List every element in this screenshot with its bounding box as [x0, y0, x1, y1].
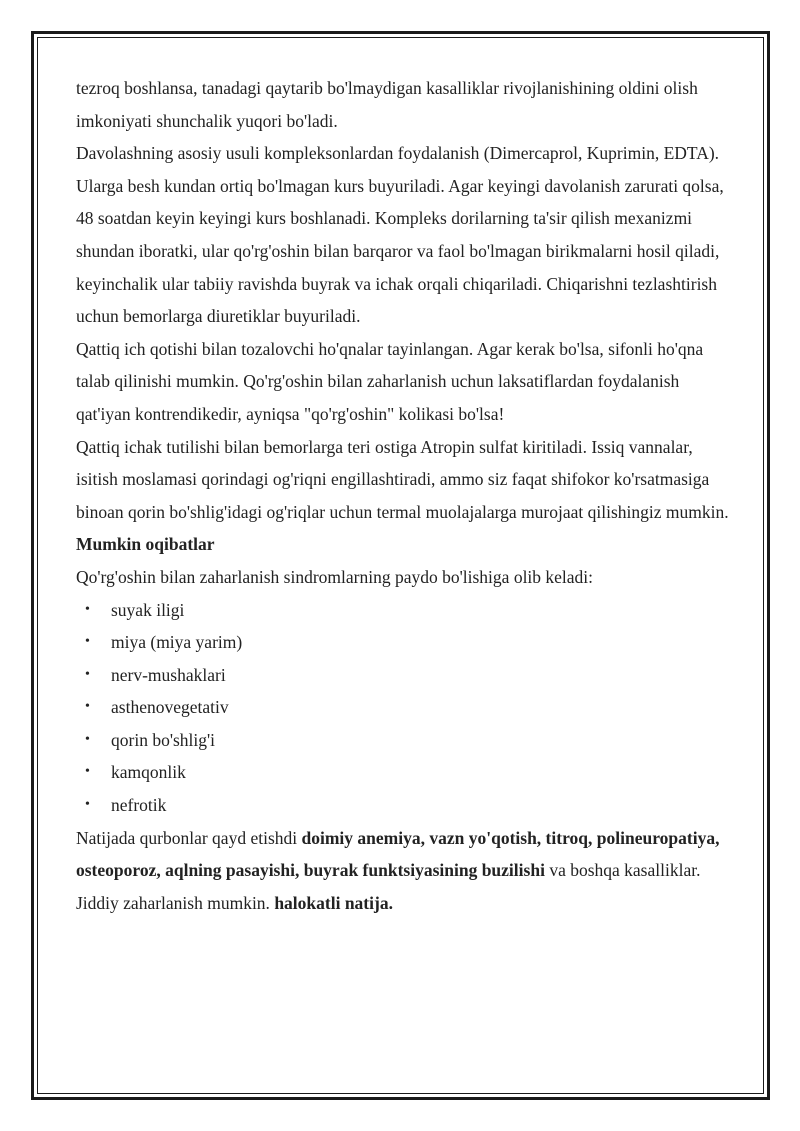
bullet-icon: • — [85, 699, 90, 715]
list-item: • suyak iligi — [76, 594, 736, 627]
paragraph-prevention: tezroq boshlansa, tanadagi qaytarib bo'lmaydigan kasalliklar rivojlanishining oldini olish imkoniyati shunchalik yuqori bo'ladi. — [76, 78, 698, 131]
section-intro: Qo'rg'oshin bilan zaharlanish sindromlarning paydo bo'lishiga olib keladi: — [76, 566, 594, 587]
bullet-icon: • — [85, 797, 90, 813]
syndrome-list — [76, 594, 736, 822]
consequences-emphasis: doimiy anemiya, vazn yo'qotish, titroq, polineuropatiya, osteoporoz, aqlning pasayishi, buyrak funktsiyasining buzilishi — [76, 827, 720, 881]
bullet-icon: • — [85, 764, 90, 780]
bullet-icon: • — [85, 601, 90, 617]
paragraph-intestinal-obstruction: Qattiq ichak tutilishi bilan bemorlarga teri ostiga Atropin sulfat kiritiladi. Issiq vannalar, isitish moslamasi qorindagi og'riqni engillashtiradi, ammo siz faqat shifokor ko'rsatmasiga binoan qorin bo'shlig'idagi og'riqlar uchun termal muolajalarga murojaat qilishingiz mumkin. — [76, 436, 729, 522]
list-item: • miya (miya yarim) — [76, 626, 736, 659]
document-body — [76, 72, 736, 919]
list-item: • kamqonlik — [76, 756, 736, 789]
paragraph-closing: Jiddiy zaharlanish mumkin. halokatli natija. — [76, 892, 393, 913]
list-item: • asthenovegetativ — [76, 691, 736, 724]
list-item: • nerv-mushaklari — [76, 659, 736, 692]
list-item: • qorin bo'shlig'i — [76, 724, 736, 757]
bullet-icon: • — [85, 634, 90, 650]
paragraph-treatment: Davolashning asosiy usuli kompleksonlardan foydalanish (Dimercaprol, Kuprimin, EDTA). Ularga besh kundan ortiq bo'lmagan kurs buyuriladi. Agar keyingi davolanish zarurati qolsa, 48 soatdan keyin keyingi kurs boshlanadi. Kompleks dorilarning ta'sir qilish mexanizmi shundan iboratki, ular qo'rg'oshin bilan barqaror va faol bo'lmagan birikmalarni hosil qiladi, keyinchalik ular tabiiy ravishda buyrak va ichak orqali chiqariladi. Chiqarishni tezlashtirish uchun bemorlarga diuretiklar buyuriladi. — [76, 143, 724, 327]
list-item: • nefrotik — [76, 789, 736, 822]
bullet-icon: • — [85, 666, 90, 682]
paragraph-constipation: Qattiq ich qotishi bilan tozalovchi ho'qnalar tayinlangan. Agar kerak bo'lsa, sifonli ho'qna talab qilinishi mumkin. Qo'rg'oshin bilan zaharlanish uchun laksatiflardan foydalanish qat'iyan kontrendikedir, ayniqsa "qo'rg'oshin" kolikasi bo'lsa! — [76, 338, 704, 424]
bullet-icon: • — [85, 731, 90, 747]
paragraph-consequences: Natijada qurbonlar qayd etishdi doimiy anemiya, vazn yo'qotish, titroq, polineuropatiya, osteoporoz, aqlning pasayishi, buyrak funktsiyasining buzilishi va boshqa kasalliklar. — [76, 827, 720, 881]
section-heading: Mumkin oqibatlar — [76, 534, 215, 555]
closing-emphasis: halokatli natija. — [274, 892, 393, 913]
